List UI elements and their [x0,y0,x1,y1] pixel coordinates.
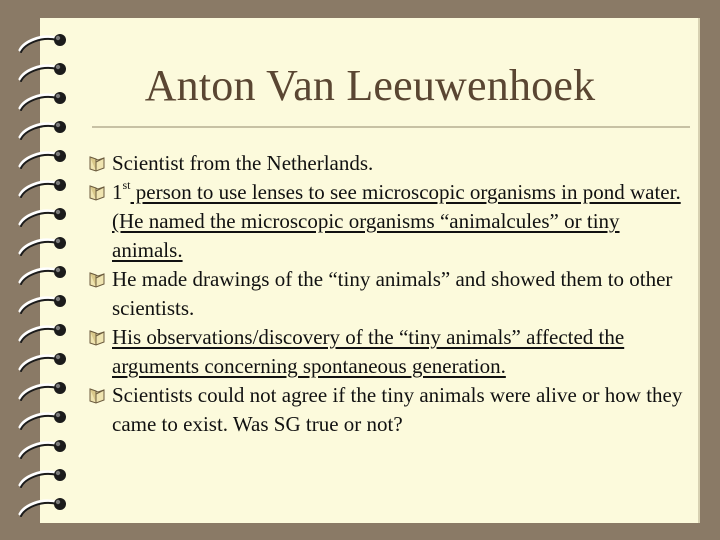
bullet-item [88,381,688,439]
book-bullet-icon [88,155,106,173]
bullet-text: Scientist from the Netherlands. [112,151,374,175]
bullet-prefix: 1 [112,180,123,204]
spiral-binding-ring-icon [20,179,66,197]
book-bullet-icon [88,184,106,202]
spiral-binding-ring-icon [20,382,66,400]
bullet-text: He made drawings of the “tiny animals” and showed them to other scientists. [112,267,673,320]
bullet-text: Scientists could not agree if the tiny animals were alive or how they came to exist. Was SG true or not? [112,383,683,436]
bullet-item [88,323,688,381]
bullet-item [88,178,688,265]
bullet-list [88,149,688,439]
slide-title: Anton Van Leeuwenhoek [144,61,596,110]
spiral-binding-ring-icon [20,34,66,52]
bullet-text: person to use lenses to see microscopic organisms in pond water. (He named the microscopic organisms “animalcules” or tiny animals. [112,180,681,262]
spiral-binding-ring-icon [20,266,66,284]
book-bullet-icon [88,329,106,347]
spiral-binding-ring-icon [20,237,66,255]
spiral-binding-ring-icon [20,295,66,313]
spiral-binding-ring-icon [20,121,66,139]
spiral-binding-ring-icon [20,208,66,226]
spiral-binding-ring-icon [20,324,66,342]
bullet-superscript: st [122,178,131,192]
title-divider [92,126,690,128]
book-bullet-icon [88,387,106,405]
book-bullet-icon [88,271,106,289]
bullet-text: His observations/discovery of the “tiny animals” affected the arguments concerning spontaneous generation. [112,325,625,378]
spiral-binding-ring-icon [20,440,66,458]
spiral-binding-ring-icon [20,498,66,516]
spiral-binding-ring-icon [20,411,66,429]
bullet-item [88,265,688,323]
spiral-binding-ring-icon [20,353,66,371]
spiral-binding-ring-icon [20,469,66,487]
bullet-item [88,149,688,178]
spiral-binding-ring-icon [20,150,66,168]
